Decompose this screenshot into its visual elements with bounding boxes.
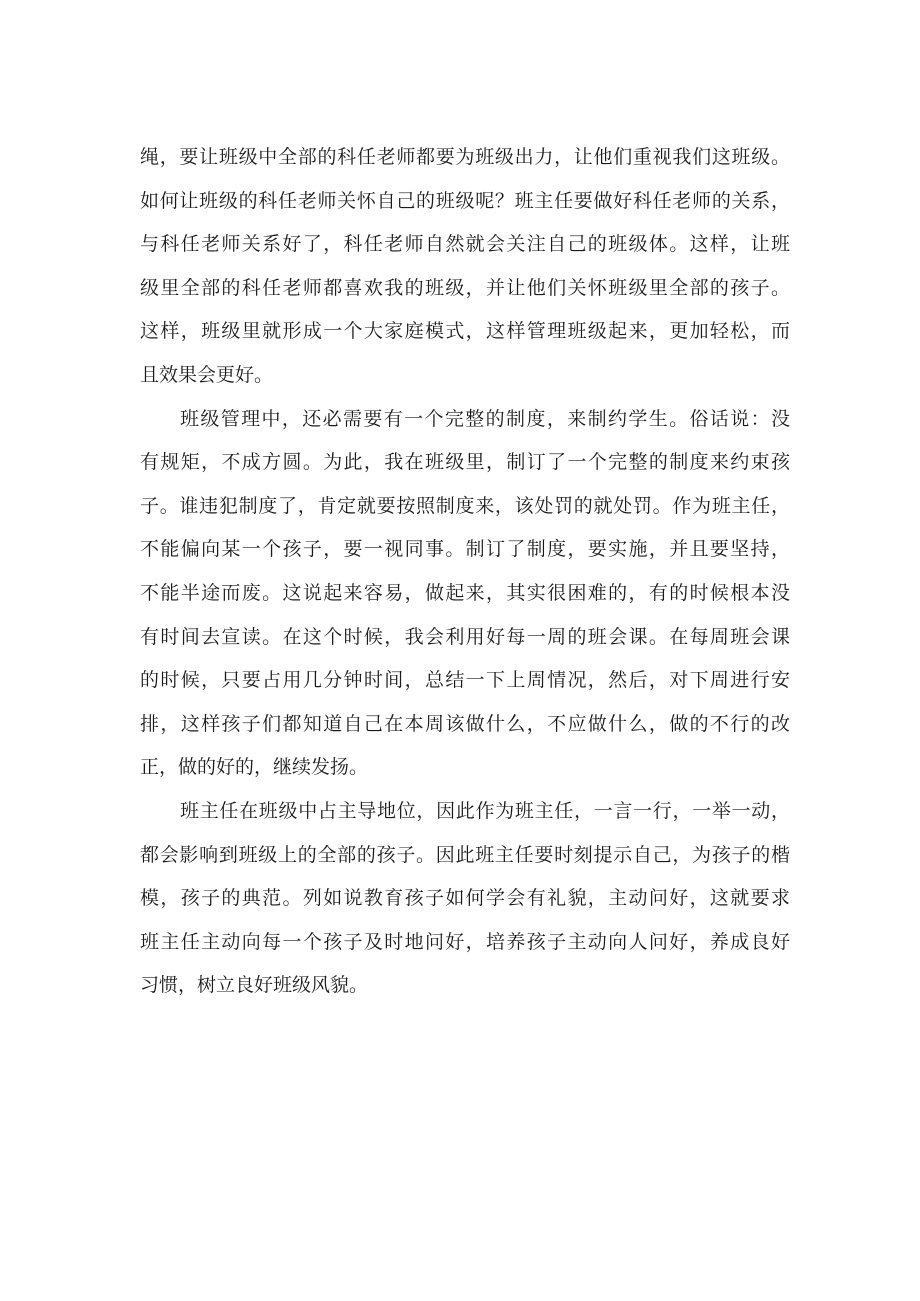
paragraph-line: 且效果会更好。	[140, 363, 274, 386]
paragraph-line: 与科任老师关系好了，科任老师自然就会关注自己的班级体。这样，让班	[140, 233, 790, 256]
paragraph-line: 班级管理中，还必需要有一个完整的制度，来制约学生。俗话说：没	[180, 407, 790, 430]
paragraph-3	[140, 790, 790, 1008]
paragraph-line: 有规矩，不成方圆。为此，我在班级里，制订了一个完整的制度来约束孩	[140, 451, 790, 474]
paragraph-line: 不能偏向某一个孩子，要一视同事。制订了制度，要实施，并且要坚持，	[140, 538, 790, 561]
paragraph-line: 不能半途而废。这说起来容易，做起来，其实很困难的，有的时候根本没	[140, 581, 790, 604]
paragraph-line: 班主任在班级中占主导地位，因此作为班主任，一言一行，一举一动，	[180, 799, 790, 822]
paragraph-line: 都会影响到班级上的全部的孩子。因此班主任要时刻提示自己，为孩子的楷	[140, 843, 790, 866]
paragraph-line: 习惯，树立良好班级风貌。	[140, 974, 369, 997]
paragraph-line: 正，做的好的，继续发扬。	[140, 756, 369, 779]
paragraph-line: 排，这样孩子们都知道自己在本周该做什么，不应做什么，做的不行的改	[140, 712, 790, 735]
paragraph-line: 这样，班级里就形成一个大家庭模式，这样管理班级起来，更加轻松，而	[140, 320, 790, 343]
paragraph-line: 模，孩子的典范。列如说教育孩子如何学会有礼貌，主动问好，这就要求	[140, 887, 790, 910]
paragraph-line: 有时间去宣读。在这个时候，我会利用好每一周的班会课。在每周班会课	[140, 625, 790, 648]
paragraph-line: 班主任主动向每一个孩子及时地问好，培养孩子主动向人问好，养成良好	[140, 930, 790, 953]
paragraph-2	[140, 398, 790, 790]
paragraph-line: 的时候，只要占用几分钟时间，总结一下上周情况，然后，对下周进行安	[140, 669, 790, 692]
paragraph-line: 如何让班级的科任老师关怀自己的班级呢？班主任要做好科任老师的关系，	[140, 189, 790, 212]
paragraph-1	[140, 136, 790, 398]
document-body	[140, 136, 790, 1008]
paragraph-line: 级里全部的科任老师都喜欢我的班级，并让他们关怀班级里全部的孩子。	[140, 276, 790, 299]
paragraph-line: 子。谁违犯制度了，肯定就要按照制度来，该处罚的就处罚。作为班主任，	[140, 494, 790, 517]
paragraph-line: 绳，要让班级中全部的科任老师都要为班级出力，让他们重视我们这班级。	[140, 146, 790, 168]
